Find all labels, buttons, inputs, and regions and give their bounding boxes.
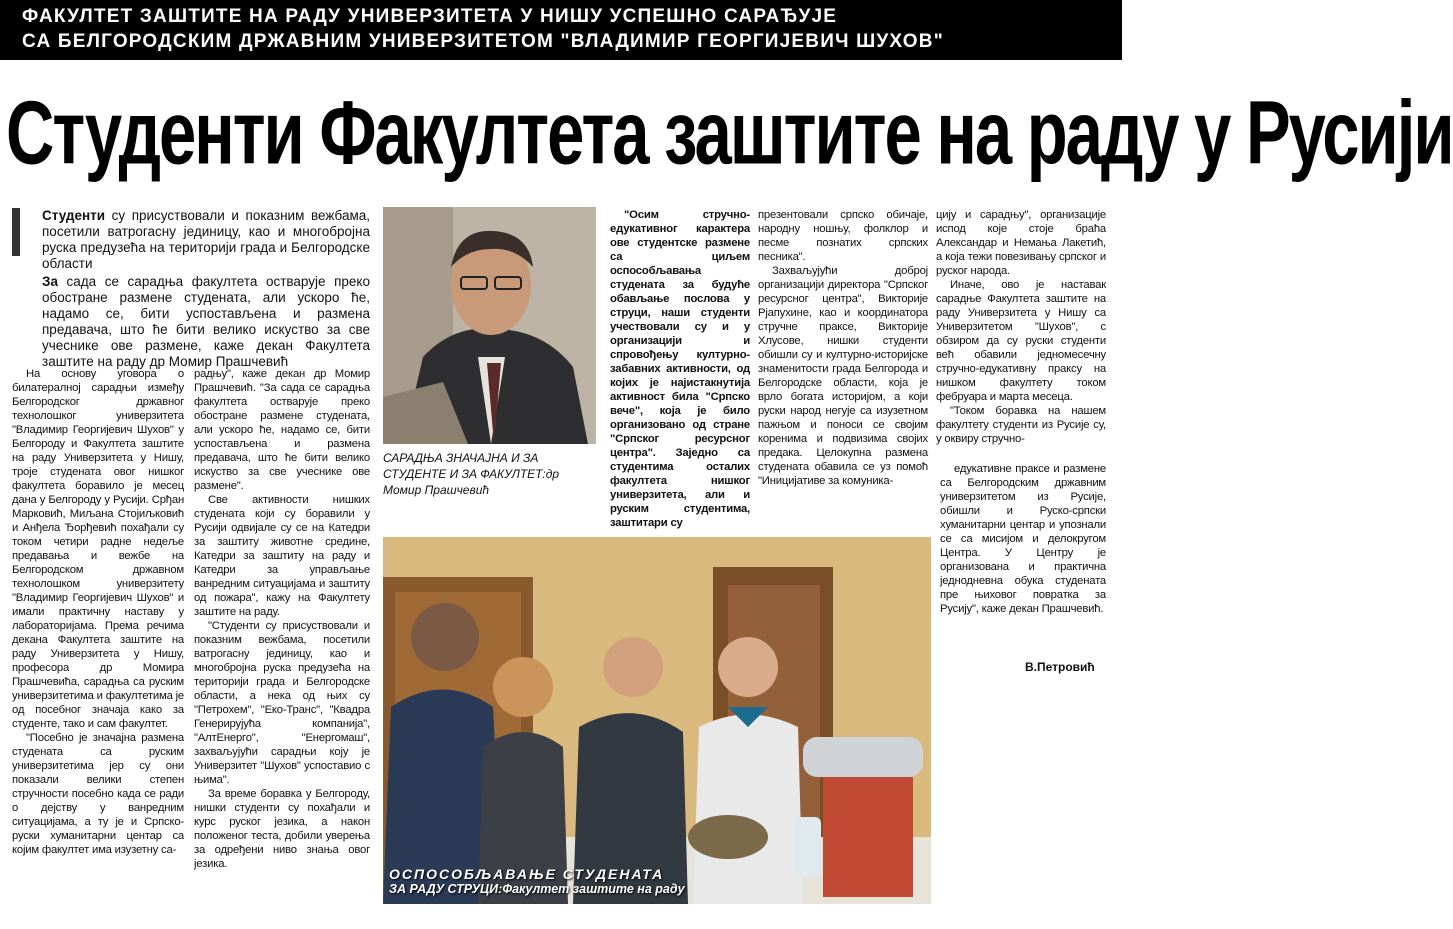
lab-illustration <box>383 537 931 904</box>
lead-paragraphs <box>12 208 370 372</box>
col1-paragraph: На основу уговора о билатералној сарадњи између Белгородског државног технолошког универзитета "Владимир Георгијевич Шухов" у Белгороду и Факултета заштите на раду Универзитета у Нишу, троје студената овог нишког факултета боравило је месец дана у Белгороду у Русији. Срђан Марковић, Миљана Стојиљковић и Анђела Ђорђевић похађали су током четири радне недеље предавања и вежбе на Белгородском државном технолошком универзитету "Владимир Георгијевич Шухов" и имали практичну наставу у лабораторијама. Према речима декана Факултета заштите на раду Универзитета у Нишу, професора др Момира Прашчевића, сарадња са руским универзитетима и факултетима је од посебног значаја како за студенте, тако и сам факултет. <box>12 368 184 730</box>
portrait-caption: САРАДЊА ЗНАЧАЈНА И ЗА СТУДЕНТЕ И ЗА ФАКУЛТЕТ:др Момир Прашчевић <box>383 451 560 497</box>
col5-paragraph: "Током боравка на нашем факултету студенти из Русије су, у оквиру стручно- <box>936 405 1106 445</box>
col5-paragraph: Иначе, ово је наставак сарадње Факултета заштите на раду Универзитета у Нишу са Универзитетом "Шухов", с обзиром да су руски студенти већ обавили једномесечну стручно-едукативну праксу на нишком факултету током фебруара и марта месеца. <box>936 279 1106 403</box>
column-2 <box>194 367 370 871</box>
col4-paragraph: презентовали српско обичаје, народну ношњу, фолклор и песме познатих српских песника". <box>758 209 928 263</box>
lab-caption-line-1: ОСПОСОБЉАВАЊЕ СТУДЕНАТА <box>389 866 665 882</box>
portrait-photo <box>383 207 596 444</box>
col4-paragraph: Захваљујући доброј организацији директора "Српског ресурсног центра", Викторије Рјапухине, као и координатора стручне праксе, Викторије Хлусове, нишки студенти обишли су и културно-историјске знаменитости града Белгорода и Белгородске области, која је врло богата историјом, а који руски народ негује са изузетном пажњом и поноси се својим коренима и подвизима својих предака. Целокупна размена студената обавила се уз помоћ "Иницијативе за комуника- <box>758 265 928 487</box>
lead-paragraph-2 <box>12 274 370 370</box>
lab-caption-line-2: ЗА РАДУ СТРУЦИ:Факултет заштите на раду <box>389 882 685 896</box>
col3-paragraph: "Осим стручно-едукативног карактера ове студентске размене са циљем оспособљавања студената за будуће обављање послова у струци, наши студенти учествовали су и у организацији и спровођењу културно-забавних активности, од којих је најистакнутија активност била "Српско вече", која је било организовано од стране "Српског ресурсног центра". Заједно са студентима осталих факултета нишког универзитета, али и руским студентима, заштитари су <box>610 209 750 529</box>
kicker-line-2: СА БЕЛГОРОДСКИМ ДРЖАВНИМ УНИВЕРЗИТЕТОМ "ВЛАДИМИР ГЕОРГИЈЕВИЧ ШУХОВ" <box>22 31 944 52</box>
col2-paragraph: За време боравка у Белгороду, нишки студенти су похађали и курс руског језика, а након положеног теста, добили уверења за одређени ниво знања овог језика. <box>194 788 370 870</box>
col2-paragraph: "Студенти су присуствовали и показним вежбама, посетили ватрогасну јединицу, као и многобројна руска предузећа на територији града и Белгородске области, а нека од њих су "Петрохем", "Еко-Транс", "Квадра Генерирујућа компанија", "АлтЕнерго", "Енергомаш", захваљујући сарадњи коју је Универзитет "Шухов" успоставио с њима". <box>194 620 370 786</box>
lead-1-text: су присуствовали и показним вежбама, посетили ватрогасну јединицу, као и многобројна руска предузећа на територији града и Белгородске области <box>42 208 370 271</box>
column-6 <box>940 462 1106 616</box>
col5-paragraph: цију и сарадњу", организације испод које стоје браћа Александар и Немања Лакетић, а која тежи повезивању српског и руског народа. <box>936 209 1106 277</box>
lab-photo <box>383 537 931 904</box>
lead-1-bold: Студенти <box>42 208 106 223</box>
lead-paragraph-1 <box>12 208 370 272</box>
col2-paragraph: Све активности нишких студената који су боравили у Русији одвијале су се на Катедри за заштиту животне средине, Катедри за заштиту на раду и Катедри за управљање ванредним ситуацијама и заштиту од пожара", кажу на Факултету заштите на раду. <box>194 494 370 618</box>
author-signature: В.Петровић <box>1025 660 1095 674</box>
column-1 <box>12 367 184 857</box>
lead-2-text: сада се сарадња факултета остварује преко обостране размене студената, али ускоро ће, надамо се, бити успостављена и размена предавача, што ће бити велико искуство за све учеснике ове размене, каже декан Факултета заштите на раду др Момир Прашчевић <box>42 274 370 369</box>
column-4 <box>758 208 928 488</box>
col6-paragraph: едукативне праксе и размене са Белгородским државним универзитетом из Русије, обишли и Руско-српски хуманитарни центар и упознали се са мисијом и делокругом Центра. У Центру је организована и практична једнодневна обука студената пре њиховог повратка за Русију", каже декан Прашчевић. <box>940 463 1106 615</box>
headline: Студенти Факултета заштите на раду у Русији <box>6 82 1453 184</box>
portrait-illustration <box>383 207 596 444</box>
lab-photo-caption <box>389 866 685 896</box>
lead-2-bold: За <box>42 274 58 289</box>
column-5 <box>936 208 1106 446</box>
kicker-line-1: ФАКУЛТЕТ ЗАШТИТЕ НА РАДУ УНИВЕРЗИТЕТА У НИШУ УСПЕШНО САРАЂУЈЕ <box>22 6 838 27</box>
col2-paragraph: радњу", каже декан др Момир Прашчевић. "За сада се сарадња факултета остварује преко обостране размене студената, али ускоро ће, надамо се, бити успостављена и размена предавача, што ће бити велико искуство за све учеснике ове размене". <box>194 368 370 492</box>
col1-paragraph: "Посебно је значајна размена студената са руским универзитетима јер су они показали велики степен стручности посебно када се ради о дејству у ванредним ситуацијама, а ту је и Српско-руски хуманитарни центар са којим факултет има изузетну са- <box>12 732 184 856</box>
column-3 <box>610 208 750 530</box>
